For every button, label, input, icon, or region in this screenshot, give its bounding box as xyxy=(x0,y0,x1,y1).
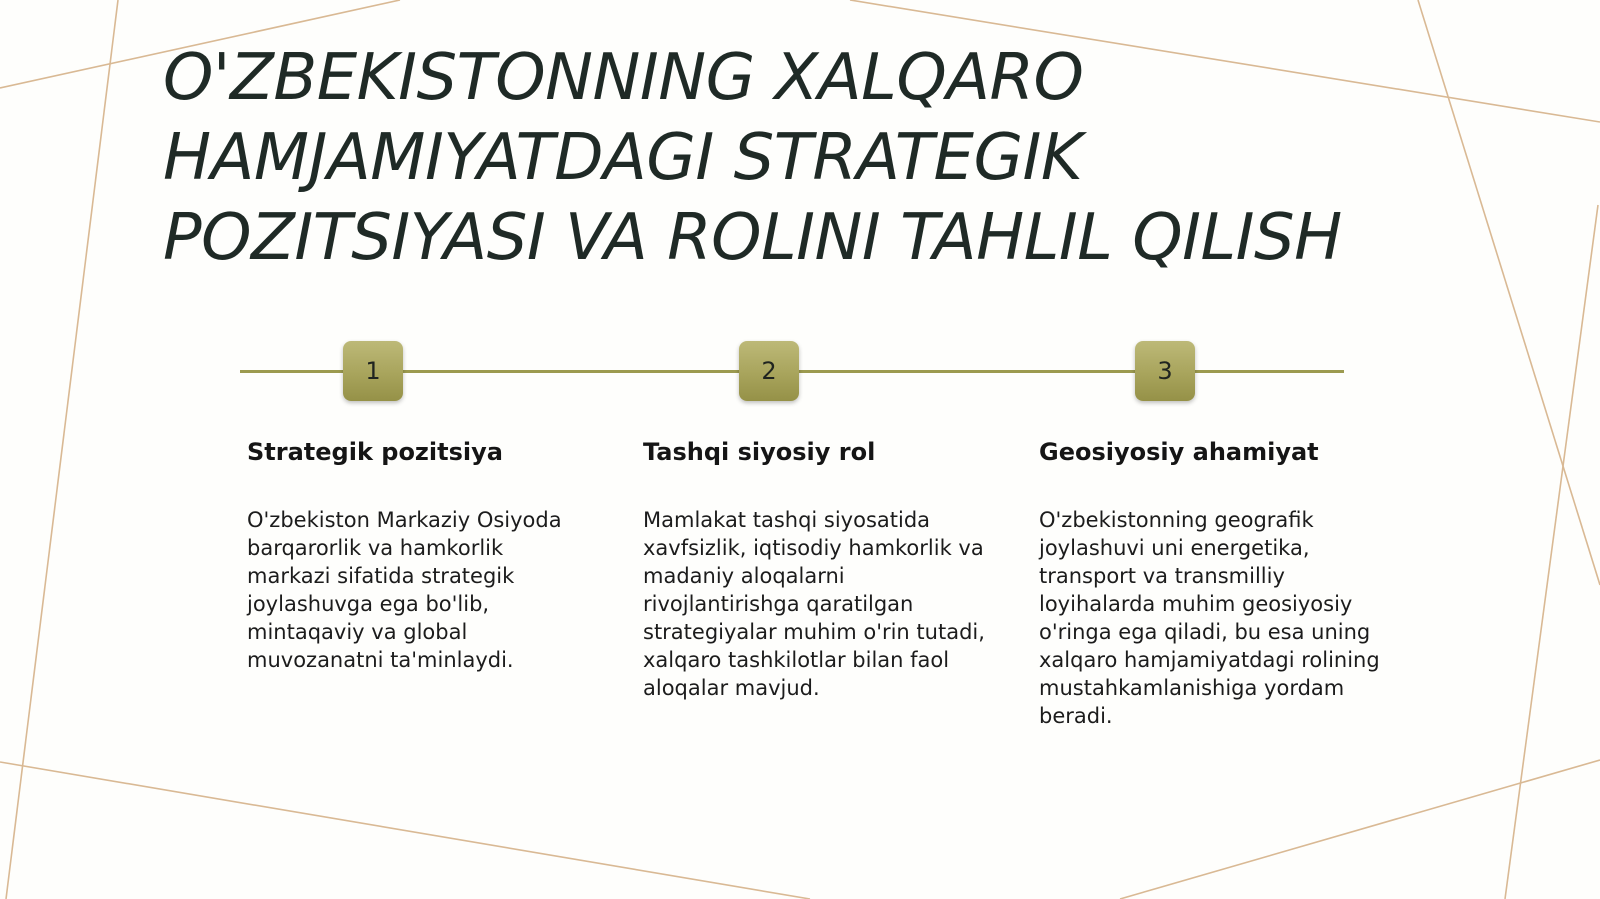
deco-line xyxy=(6,0,118,899)
step-marker-2: 2 xyxy=(739,341,799,401)
step-marker-1: 1 xyxy=(343,341,403,401)
step-heading: Tashqi siyosiy rol xyxy=(643,438,876,466)
step-column-1 xyxy=(247,435,592,674)
slide-title: O'ZBEKISTONNING XALQARO HAMJAMIYATDAGI STRATEGIK POZITSIYASI VA ROLINI TAHLIL QILISH xyxy=(163,41,1342,275)
step-marker-3: 3 xyxy=(1135,341,1195,401)
step-column-3 xyxy=(1039,435,1384,730)
deco-line xyxy=(1505,205,1598,899)
step-text: Mamlakat tashqi siyosatida xavfsizlik, iqtisodiy hamkorlik va madaniy aloqalarni rivojlantirishga qaratilgan strategiyalar muhim o'rin tutadi, xalqaro tashkilotlar bilan faol aloqalar mavjud. xyxy=(643,508,985,700)
deco-line xyxy=(1120,760,1600,899)
step-column-2 xyxy=(643,435,988,702)
step-text: O'zbekiston Markaziy Osiyoda barqarorlik va hamkorlik markazi sifatida strategik joylashuvga ega bo'lib, mintaqaviy va global muvozanatni ta'minlaydi. xyxy=(247,508,562,672)
step-text: O'zbekistonning geografik joylashuvi uni energetika, transport va transmilliy loyihalarda muhim geosiyosiy o'ringa ega qiladi, bu esa uning xalqaro hamjamiyatdagi rolining mustahkamlanishiga yordam beradi. xyxy=(1039,508,1380,728)
step-heading: Geosiyosiy ahamiyat xyxy=(1039,438,1319,466)
step-heading: Strategik pozitsiya xyxy=(247,438,503,466)
deco-line xyxy=(0,762,810,899)
